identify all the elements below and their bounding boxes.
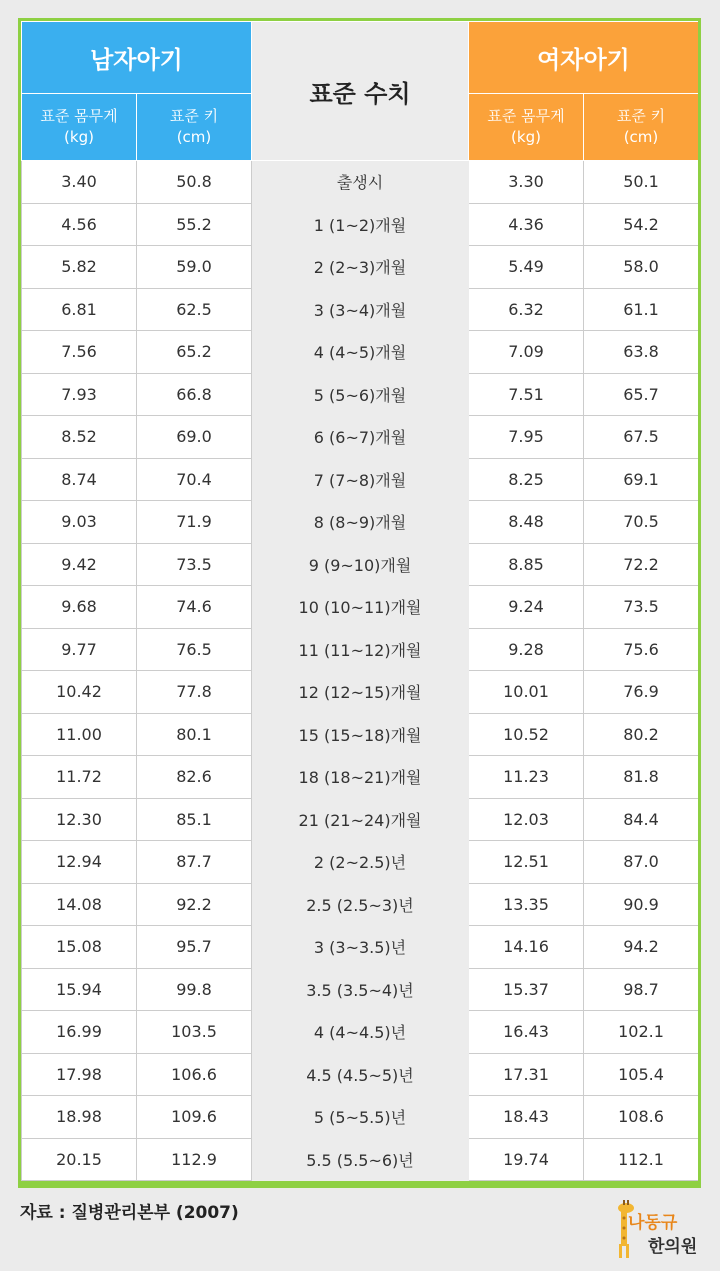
logo-text-line2: 한의원: [648, 1237, 698, 1257]
boy-height-cell: 73.5: [137, 543, 252, 586]
boy-height-cell: 82.6: [137, 756, 252, 799]
girl-height-cell: 76.9: [584, 671, 699, 714]
boy-weight-cell: 17.98: [22, 1053, 137, 1096]
boy-weight-cell: 8.74: [22, 458, 137, 501]
age-cell: 2 (2~2.5)년: [252, 841, 469, 884]
girl-height-cell: 50.1: [584, 161, 699, 204]
girl-weight-cell: 8.85: [469, 543, 584, 586]
girl-weight-cell: 10.52: [469, 713, 584, 756]
girl-height-cell: 63.8: [584, 331, 699, 374]
girl-height-cell: 94.2: [584, 926, 699, 969]
boy-height-cell: 59.0: [137, 246, 252, 289]
table-row: [22, 1096, 699, 1139]
boy-weight-cell: 20.15: [22, 1138, 137, 1181]
girl-height-cell: 84.4: [584, 798, 699, 841]
table-row: [22, 501, 699, 544]
boy-height-cell: 99.8: [137, 968, 252, 1011]
table-row: [22, 671, 699, 714]
clinic-logo: [614, 1198, 704, 1260]
boy-height-cell: 103.5: [137, 1011, 252, 1054]
girl-height-cell: 80.2: [584, 713, 699, 756]
girl-height-cell: 108.6: [584, 1096, 699, 1139]
boy-weight-cell: 8.52: [22, 416, 137, 459]
age-cell: 21 (21~24)개월: [252, 798, 469, 841]
girl-weight-cell: 16.43: [469, 1011, 584, 1054]
boy-height-cell: 95.7: [137, 926, 252, 969]
table-row: [22, 926, 699, 969]
boy-height-cell: 77.8: [137, 671, 252, 714]
girl-weight-cell: 7.09: [469, 331, 584, 374]
boy-weight-header: [22, 94, 137, 161]
table-row: [22, 1138, 699, 1181]
table-row: [22, 713, 699, 756]
boy-height-cell: 112.9: [137, 1138, 252, 1181]
girl-weight-cell: 11.23: [469, 756, 584, 799]
boy-height-cell: 109.6: [137, 1096, 252, 1139]
boy-height-cell: 80.1: [137, 713, 252, 756]
girl-height-cell: 69.1: [584, 458, 699, 501]
boy-weight-cell: 10.42: [22, 671, 137, 714]
girl-weight-cell: 19.74: [469, 1138, 584, 1181]
boy-height-cell: 74.6: [137, 586, 252, 629]
table-row: [22, 841, 699, 884]
girl-weight-cell: 14.16: [469, 926, 584, 969]
age-cell: 12 (12~15)개월: [252, 671, 469, 714]
age-cell: 18 (18~21)개월: [252, 756, 469, 799]
girl-height-cell: 98.7: [584, 968, 699, 1011]
weight-label: 표준 몸무게: [487, 107, 565, 125]
boy-weight-cell: 9.03: [22, 501, 137, 544]
age-cell: 6 (6~7)개월: [252, 416, 469, 459]
boy-height-cell: 55.2: [137, 203, 252, 246]
girl-height-cell: 102.1: [584, 1011, 699, 1054]
boy-weight-cell: 12.30: [22, 798, 137, 841]
girl-height-cell: 81.8: [584, 756, 699, 799]
age-cell: 4 (4~4.5)년: [252, 1011, 469, 1054]
girl-weight-cell: 13.35: [469, 883, 584, 926]
source-note: 자료 : 질병관리본부 (2007): [20, 1203, 239, 1223]
age-cell: 5 (5~6)개월: [252, 373, 469, 416]
boy-height-cell: 62.5: [137, 288, 252, 331]
height-label: 표준 키: [169, 107, 219, 125]
table-row: [22, 1053, 699, 1096]
girl-height-cell: 72.2: [584, 543, 699, 586]
boy-height-cell: 87.7: [137, 841, 252, 884]
girl-height-cell: 112.1: [584, 1138, 699, 1181]
girl-height-cell: 54.2: [584, 203, 699, 246]
age-cell: 4 (4~5)개월: [252, 331, 469, 374]
boy-weight-cell: 11.72: [22, 756, 137, 799]
girl-height-cell: 61.1: [584, 288, 699, 331]
girl-weight-cell: 6.32: [469, 288, 584, 331]
girl-weight-cell: 9.24: [469, 586, 584, 629]
boy-weight-cell: 18.98: [22, 1096, 137, 1139]
boy-weight-cell: 15.94: [22, 968, 137, 1011]
age-cell: 1 (1~2)개월: [252, 203, 469, 246]
boy-weight-cell: 11.00: [22, 713, 137, 756]
girl-height-cell: 58.0: [584, 246, 699, 289]
girl-weight-cell: 5.49: [469, 246, 584, 289]
boy-height-cell: 71.9: [137, 501, 252, 544]
girl-weight-cell: 9.28: [469, 628, 584, 671]
table-row: [22, 416, 699, 459]
girl-weight-cell: 18.43: [469, 1096, 584, 1139]
age-cell: 9 (9~10)개월: [252, 543, 469, 586]
girl-height-cell: 70.5: [584, 501, 699, 544]
age-cell: 5.5 (5.5~6)년: [252, 1138, 469, 1181]
girl-weight-cell: 8.25: [469, 458, 584, 501]
girl-weight-cell: 7.95: [469, 416, 584, 459]
boy-height-cell: 76.5: [137, 628, 252, 671]
girl-header: 여자아기: [469, 22, 699, 94]
table-row: [22, 756, 699, 799]
boy-height-cell: 92.2: [137, 883, 252, 926]
age-cell: 11 (11~12)개월: [252, 628, 469, 671]
boy-weight-cell: 9.68: [22, 586, 137, 629]
girl-weight-cell: 3.30: [469, 161, 584, 204]
table-row: [22, 203, 699, 246]
boy-height-cell: 106.6: [137, 1053, 252, 1096]
table-row: [22, 331, 699, 374]
weight-unit: (kg): [64, 128, 94, 146]
boy-weight-cell: 16.99: [22, 1011, 137, 1054]
age-cell: 5 (5~5.5)년: [252, 1096, 469, 1139]
girl-weight-cell: 15.37: [469, 968, 584, 1011]
age-cell: 4.5 (4.5~5)년: [252, 1053, 469, 1096]
age-cell: 15 (15~18)개월: [252, 713, 469, 756]
boy-weight-cell: 3.40: [22, 161, 137, 204]
girl-weight-cell: 7.51: [469, 373, 584, 416]
boy-weight-cell: 12.94: [22, 841, 137, 884]
growth-table: [21, 21, 699, 1181]
weight-label: 표준 몸무게: [40, 107, 118, 125]
age-cell: 8 (8~9)개월: [252, 501, 469, 544]
age-cell: 2 (2~3)개월: [252, 246, 469, 289]
height-label: 표준 키: [616, 107, 666, 125]
girl-weight-cell: 12.03: [469, 798, 584, 841]
growth-table-frame: [18, 18, 701, 1188]
boy-weight-cell: 6.81: [22, 288, 137, 331]
girl-weight-header: [469, 94, 584, 161]
boy-weight-cell: 15.08: [22, 926, 137, 969]
table-row: [22, 628, 699, 671]
girl-weight-cell: 8.48: [469, 501, 584, 544]
weight-unit: (kg): [511, 128, 541, 146]
height-unit: (cm): [176, 128, 212, 146]
age-cell: 7 (7~8)개월: [252, 458, 469, 501]
age-cell: 10 (10~11)개월: [252, 586, 469, 629]
boy-height-cell: 50.8: [137, 161, 252, 204]
girl-weight-cell: 4.36: [469, 203, 584, 246]
boy-header: 남자아기: [22, 22, 252, 94]
table-row: [22, 586, 699, 629]
boy-weight-cell: 14.08: [22, 883, 137, 926]
table-row: [22, 246, 699, 289]
girl-height-cell: 75.6: [584, 628, 699, 671]
girl-height-cell: 67.5: [584, 416, 699, 459]
standard-header: 표준 수치: [252, 22, 469, 161]
table-row: [22, 543, 699, 586]
boy-height-cell: 70.4: [137, 458, 252, 501]
table-row: [22, 1011, 699, 1054]
age-cell: 3 (3~4)개월: [252, 288, 469, 331]
girl-weight-cell: 17.31: [469, 1053, 584, 1096]
table-row: [22, 458, 699, 501]
age-cell: 출생시: [252, 161, 469, 204]
girl-height-cell: 65.7: [584, 373, 699, 416]
girl-height-cell: 87.0: [584, 841, 699, 884]
girl-weight-cell: 10.01: [469, 671, 584, 714]
boy-weight-cell: 9.77: [22, 628, 137, 671]
age-cell: 3 (3~3.5)년: [252, 926, 469, 969]
boy-height-header: [137, 94, 252, 161]
girl-weight-cell: 12.51: [469, 841, 584, 884]
table-row: [22, 968, 699, 1011]
boy-weight-cell: 4.56: [22, 203, 137, 246]
height-unit: (cm): [623, 128, 659, 146]
boy-weight-cell: 5.82: [22, 246, 137, 289]
boy-weight-cell: 7.56: [22, 331, 137, 374]
boy-height-cell: 85.1: [137, 798, 252, 841]
table-row: [22, 883, 699, 926]
table-row: [22, 798, 699, 841]
girl-height-cell: 90.9: [584, 883, 699, 926]
table-row: [22, 288, 699, 331]
girl-height-cell: 73.5: [584, 586, 699, 629]
boy-height-cell: 65.2: [137, 331, 252, 374]
boy-height-cell: 69.0: [137, 416, 252, 459]
boy-weight-cell: 7.93: [22, 373, 137, 416]
logo-text-line1: 나동규: [628, 1213, 678, 1233]
girl-height-cell: 105.4: [584, 1053, 699, 1096]
boy-weight-cell: 9.42: [22, 543, 137, 586]
table-row: [22, 161, 699, 204]
age-cell: 3.5 (3.5~4)년: [252, 968, 469, 1011]
age-cell: 2.5 (2.5~3)년: [252, 883, 469, 926]
table-body: [22, 161, 699, 1181]
boy-height-cell: 66.8: [137, 373, 252, 416]
girl-height-header: [584, 94, 699, 161]
table-row: [22, 373, 699, 416]
